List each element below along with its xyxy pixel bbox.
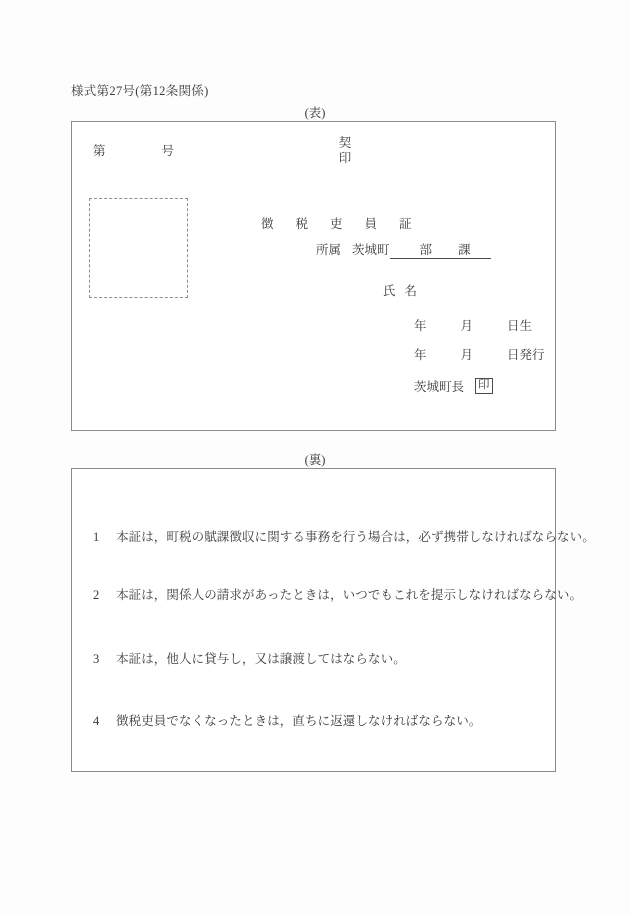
photo-placeholder-box (89, 198, 188, 298)
id-card-front (71, 121, 556, 431)
affiliation-row (316, 240, 491, 258)
birth-date-row (414, 316, 532, 334)
back-side-caption: (裏) (304, 453, 326, 467)
birth-year-label: 年 (414, 319, 427, 333)
form-number-heading: 様式第27号(第12条関係) (71, 84, 209, 98)
issue-day-label: 日発行 (507, 348, 545, 362)
note-item (93, 527, 595, 545)
issuer-name: 茨城町長 (414, 380, 465, 394)
issuer-row (414, 377, 493, 395)
note-index: 1 (93, 530, 100, 544)
affiliation-section-unit: 課 (458, 243, 471, 257)
name-label-char-2: 名 (404, 284, 418, 298)
note-text: 本証は，関係人の請求があったときは，いつでもこれを提示しなければならない。 (116, 588, 583, 602)
id-card-back (71, 468, 595, 772)
note-item (93, 649, 406, 667)
number-unit-label: 号 (161, 144, 175, 158)
front-side-caption: (表) (304, 106, 326, 120)
note-item (93, 711, 481, 729)
issue-date-row (414, 345, 545, 363)
name-row (383, 281, 417, 299)
note-text: 本証は，他人に貸与し，又は譲渡してはならない。 (116, 652, 406, 666)
birth-day-label: 日生 (507, 319, 533, 333)
seal-mark-keiin (337, 136, 353, 166)
issuer-seal-box: 印 (475, 378, 493, 394)
note-index: 4 (93, 714, 100, 728)
note-index: 3 (93, 652, 100, 666)
name-label-char-1: 氏 (383, 284, 396, 298)
note-text: 徴税吏員でなくなったときは，直ちに返還しなければならない。 (116, 714, 482, 728)
seal-mark-char-2: 印 (338, 150, 352, 165)
issue-year-label: 年 (414, 348, 427, 362)
affiliation-label: 所属 (316, 243, 342, 257)
note-text: 本証は，町税の賦課徴収に関する事務を行う場合は，必ず携帯しなければならない。 (116, 530, 595, 544)
number-prefix-label: 第 (93, 144, 106, 158)
birth-month-label: 月 (460, 319, 474, 333)
affiliation-department-field (390, 243, 491, 259)
note-item (93, 585, 582, 603)
certificate-number-row (93, 141, 174, 159)
seal-mark-char-1: 契 (338, 136, 352, 150)
affiliation-town: 茨城町 (352, 243, 390, 257)
issue-month-label: 月 (460, 348, 474, 362)
certificate-title: 徴税吏員証 (261, 217, 434, 231)
affiliation-department-unit: 部 (419, 243, 433, 257)
note-index: 2 (93, 588, 100, 602)
